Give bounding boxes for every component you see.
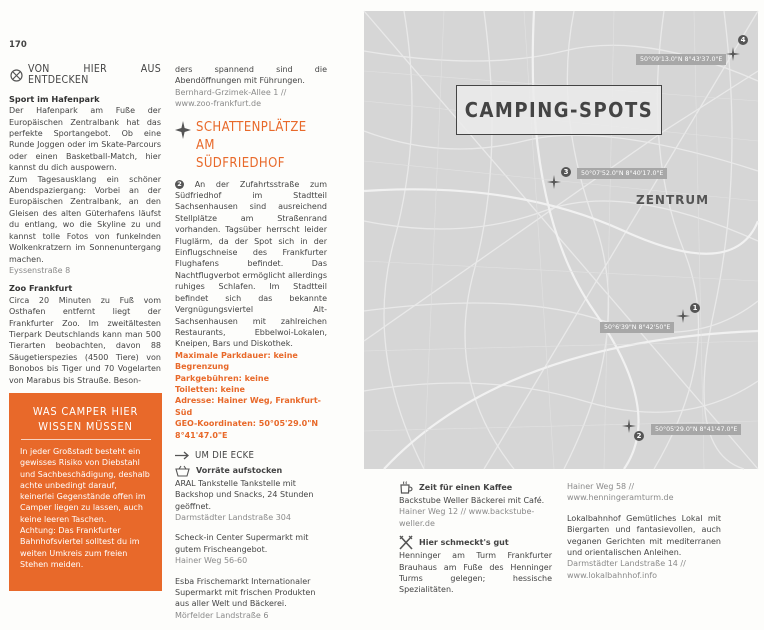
map-coordinate-label: 50°05'29.0"N 8°41'47.0"E: [651, 424, 741, 435]
camping-map: [364, 11, 758, 469]
shop-scheck-in: [175, 532, 327, 566]
camper-info-box: [9, 393, 162, 591]
column-explore: [9, 64, 161, 386]
food-header: [399, 535, 552, 550]
map-title: CAMPING-SPOTS: [456, 85, 662, 135]
info-box-title: [9, 404, 162, 434]
supplies-title: Vorräte aufstocken: [196, 466, 283, 476]
info-box-text: In jeder Großstadt besteht ein gewisses Risiko von Diebstahl und Sachbeschädigung, deshalb achte unbedingt darauf, keinerlei Gegenstände offen im Camper liegen zu lassen, auch keine leeren Taschen.: [20, 447, 150, 524]
section-title: VON HIER AUS ENTDECKEN: [28, 63, 161, 87]
map-pin-icon: [726, 47, 740, 61]
coffee-cup-icon: [399, 481, 413, 495]
coffee-header: [399, 481, 552, 495]
map-spot-number: 3: [561, 167, 571, 177]
food-title: Hier schmeckt's gut: [419, 538, 509, 548]
fact-line: Toiletten: keine: [175, 384, 245, 394]
info-box-divider: [21, 439, 151, 440]
shop-text: Esba Frischemarkt Internationaler Supermarkt mit frischen Produkten aus aller Welt und Bäckerei.: [175, 576, 316, 609]
map-spot-number: 2: [634, 431, 644, 441]
hafen-text-2: Zum Tagesausklang ein schöner Abendspaziergang: Vorbei an der Europäischen Zentralbank, an den Gleisen des alten Güterhafens läufst du entlang, wo die Skyline zu und kannst tolle Fotos von funkelnden Wolkenkratzern im Sonnenuntergang machen.: [9, 174, 161, 264]
column-food-2: [567, 481, 721, 581]
nearby-header: [175, 450, 327, 461]
map-coordinate-label: 50°6'39"N 8°42'50"E: [600, 322, 674, 333]
shop-esba: [175, 576, 327, 622]
info-box-body: [9, 446, 162, 570]
spot-header: [175, 119, 327, 173]
map-coordinate-label: 50°07'52.0"N 8°40'17.0"E: [577, 168, 667, 179]
section-header-explore: [9, 64, 161, 87]
fact-line: Begrenzung: [175, 362, 230, 372]
lokal-text: Lokalbahnhof Gemütliches Lokal mit Biergarten und fantasievollen, auch veganen Gerichten mit mediterranen und orientalischen Anleihen.: [567, 513, 721, 558]
fork-knife-icon: [399, 535, 413, 550]
compass-star-icon: [175, 121, 191, 139]
column-food: [399, 481, 552, 596]
supplies-header: [175, 465, 327, 476]
spot-title: [196, 119, 327, 173]
spot-description: [175, 179, 327, 350]
hafen-text: Der Hafenpark am Fuße der Europäischen Zentralbank hat das perfekte Sportangebot. Ob eine Runde Joggen oder im Skate-Parcours oder einen Basketball-Match, hier kannst du dich auspowern.: [9, 106, 161, 173]
fact-line: Parkgebühren: keine: [175, 373, 270, 383]
shop-address: Darmstädter Landstraße 304: [175, 513, 291, 522]
shop-address: Mörfelder Landstraße 6: [175, 610, 269, 620]
spot-title-line2: SÜDFRIEDHOF: [196, 155, 285, 171]
coffee-address: Hainer Weg 12 // www.backstube-weller.de: [399, 507, 535, 528]
column-spot: [175, 64, 327, 630]
page-number: 170: [9, 40, 27, 50]
arrow-right-icon: [175, 451, 191, 460]
zoo-text: Circa 20 Minuten zu Fuß vom Osthafen entfernt liegt der Frankfurter Zoo. Im zweitältesten Tierpark Deutschlands kann man 500 Tierarten beobachten, davon 88 Säugetierspezies (4500 Tiere) von Bonobos bis Tiger und 70 Vogelarten von Marabus bis Strauße. Beson-: [9, 295, 161, 385]
shop-address: Hainer Weg 56-60: [175, 556, 248, 566]
nearby-title: UM DIE ECKE: [195, 449, 255, 461]
henninger-address: Hainer Weg 58 // www.henningeramturm.de: [567, 482, 674, 503]
lokal-address: Darmstädter Landstraße 14 // www.lokalbahnhof.info: [567, 559, 686, 580]
compass-icon: [9, 69, 24, 82]
map-pin-icon: [547, 175, 561, 189]
coffee-title: Zeit für einen Kaffee: [419, 483, 513, 493]
hafen-title: Sport im Hafenpark: [9, 93, 100, 104]
fact-line: Adresse: Hainer Weg, Frankfurt-Süd: [175, 396, 322, 417]
coffee-text: Backstube Weller Bäckerei mit Café.: [399, 496, 545, 505]
spot-number-badge: 2: [175, 180, 184, 189]
shop-aral: [175, 478, 327, 524]
map-roads: [364, 11, 758, 469]
map-district-label: ZENTRUM: [636, 193, 710, 207]
spot-text: An der Zufahrtsstraße zum Südfriedhof im Stadtteil Sachsenhausen sind ausreichend Stellplätze am Straßenrand vorhanden. Tagsüber herrscht leider Fluglärm, da der Spot sich in der Einflugschneise des Frankfurter Flughafens befindet. Das Nachtflugverbot ermöglicht allerdings ruhiges Schlafen. Im Stadtteil befindet sich das bekannte Vergnügungsviertel Alt-Sachsenhausen mit zahlreichen Restaurants, Ebbelwoi-Lokalen, Kneipen, Bars und Diskothek.: [175, 179, 327, 349]
info-box-title-line1: WAS CAMPER HIER: [32, 405, 139, 418]
fact-line: Maximale Parkdauer: keine: [175, 350, 298, 360]
map-spot-number: 4: [738, 35, 748, 45]
fact-line: 8°41'47.0"E: [175, 430, 228, 440]
info-box-text-2: Achtung: Das Frankfurter Bahnhofsviertel solltest du im weiten Umkreis zum freien Stehen meiden.: [20, 526, 140, 569]
map-pin-icon: [622, 419, 636, 433]
food-text: Henninger am Turm Frankfurter Brauhaus am Fuße des Henninger Turms gelegen; hessische Spezialitäten.: [399, 551, 552, 595]
shop-text: Scheck-in Center Supermarkt mit gutem Frischeangebot.: [175, 533, 309, 554]
shopping-basket-icon: [175, 466, 190, 477]
zoo-title: Zoo Frankfurt: [9, 283, 73, 294]
fact-line: GEO-Koordinaten: 50°05'29.0"N: [175, 419, 319, 429]
map-coordinate-label: 50°09'13.0"N 8°43'37.0"E: [636, 54, 726, 65]
map-spot-number: 1: [690, 303, 700, 313]
shop-text: ARAL Tankstelle Tankstelle mit Backshop und Snacks, 24 Stunden geöffnet.: [175, 478, 314, 511]
map-pin-icon: [676, 309, 690, 323]
info-box-title-line2: WISSEN MÜSSEN: [38, 420, 133, 433]
zoo-address: Bernhard-Grzimek-Allee 1 // www.zoo-frankfurt.de: [175, 87, 287, 109]
spot-facts: [175, 350, 327, 441]
hafen-address: Eyssenstraße 8: [9, 265, 71, 275]
zoo-text-continued: ders spannend sind die Abendöffnungen mit Führungen.: [175, 65, 327, 86]
spot-title-line1: SCHATTENPLÄTZE AM: [196, 119, 307, 153]
